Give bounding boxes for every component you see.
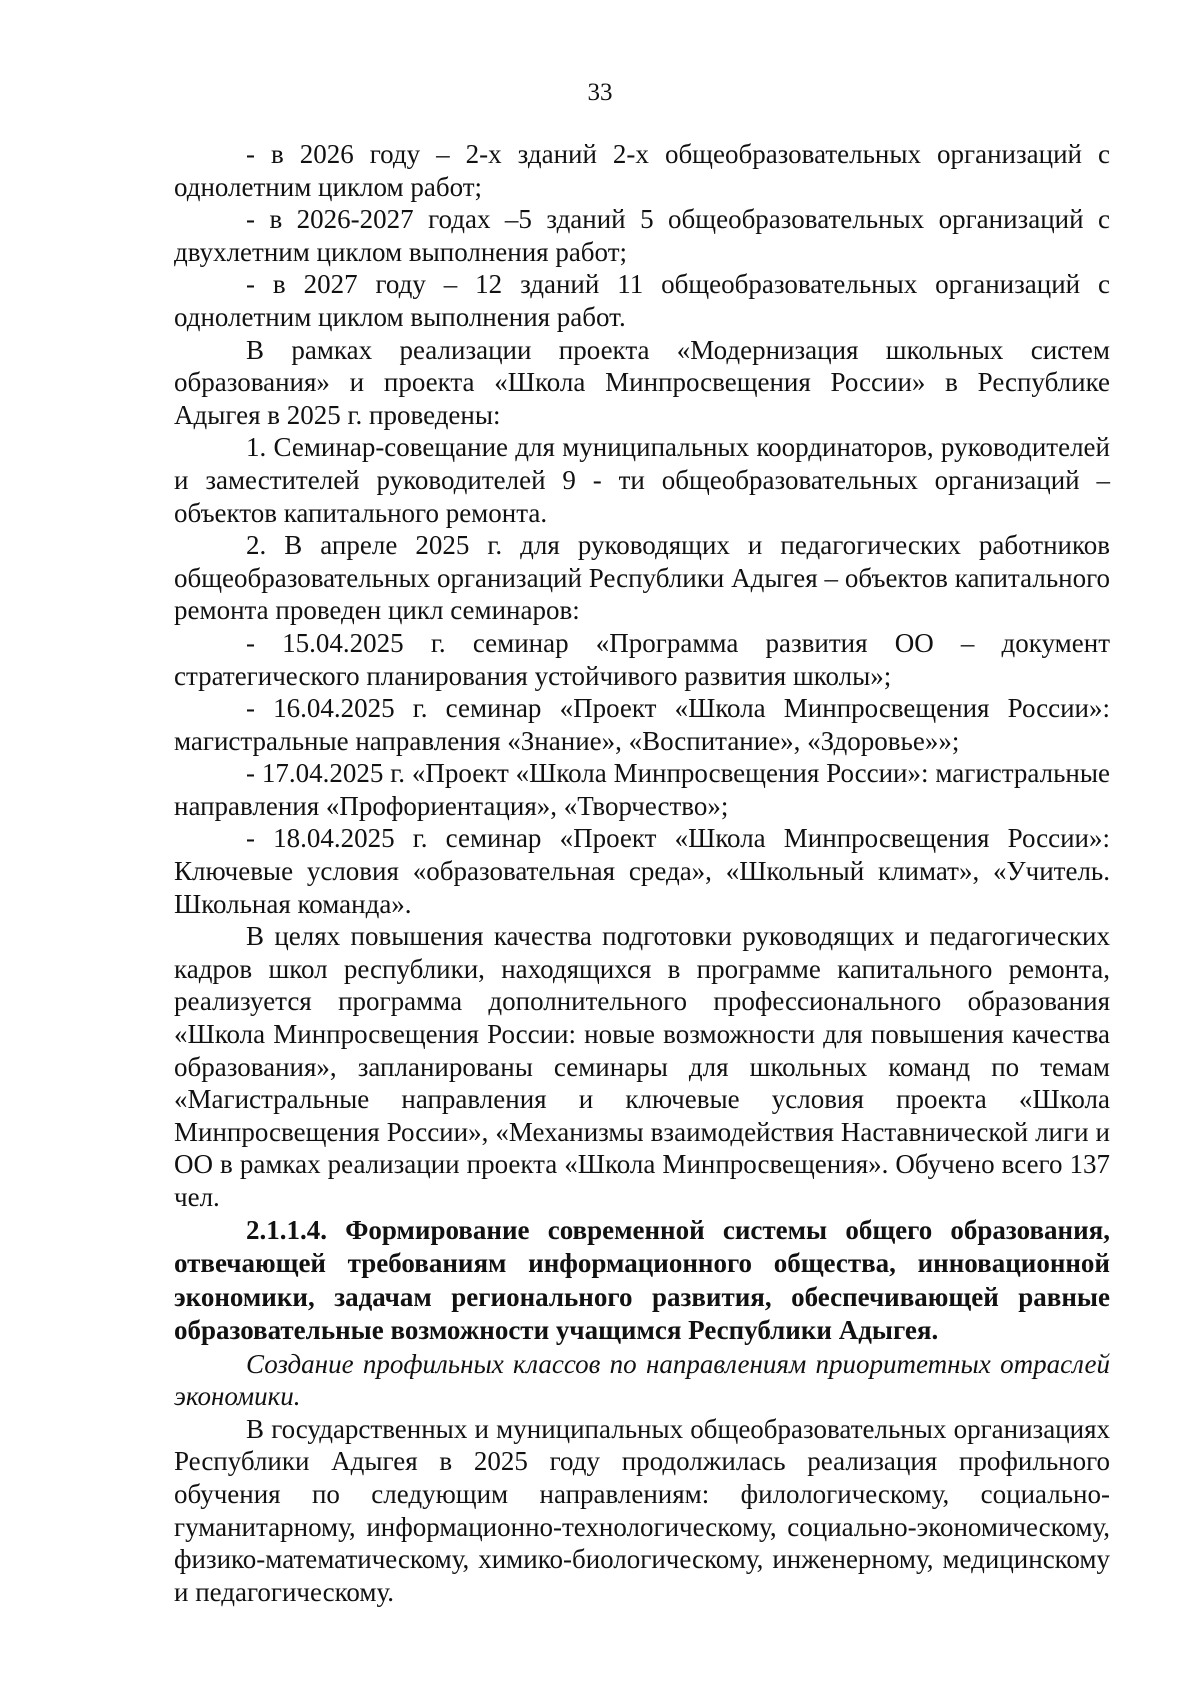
page-number: 33: [587, 79, 613, 106]
paragraph-seminar-18-04: - 18.04.2025 г. семинар «Проект «Школа Минпросвещения России»: Ключевые условия «образовательная среда», «Школьный климат», «Учитель. Школьная команда».: [174, 823, 1110, 919]
paragraph-project-intro: В рамках реализации проекта «Модернизация школьных систем образования» и проекта «Школа Минпросвещения России» в Республике Адыгея в 2025 г. проведены:: [174, 334, 1110, 430]
paragraph-seminar-16-04: - 16.04.2025 г. семинар «Проект «Школа Минпросвещения России»: магистральные направления «Знание», «Воспитание», «Здоровье»»;: [174, 693, 1110, 756]
paragraph-seminar-15-04: - 15.04.2025 г. семинар «Программа развития ОО – документ стратегического планирования устойчивого развития школы»;: [174, 627, 1110, 691]
section-heading: 2.1.1.4. Формирование современной системы общего образования, отвечающей требованиям информационного общества, инновационной экономики, задачам регионального развития, обеспечивающей равные образовательные возможности учащимся Республики Адыгея.: [174, 1214, 1110, 1346]
paragraph-seminar-17-04: - 17.04.2025 г. «Проект «Школа Минпросвещения России»: магистральные направления «Профориентация», «Творчество»;: [174, 758, 1110, 821]
paragraph-item-2: 2. В апреле 2025 г. для руководящих и педагогических работников общеобразовательных организаций Республики Адыгея – объектов капитального ремонта проведен цикл семинаров:: [174, 530, 1110, 626]
paragraph-2027: - в 2027 году – 12 зданий 11 общеобразовательных организаций с однолетним циклом выполнения работ.: [174, 269, 1110, 332]
paragraph-item-1: 1. Семинар-совещание для муниципальных координаторов, руководителей и заместителей руководителей 9 - ти общеобразовательных организаций – объектов капитального ремонта.: [174, 432, 1110, 528]
section-subheading: Создание профильных классов по направлениям приоритетных отраслей экономики.: [174, 1348, 1110, 1412]
paragraph-training-program: В целях повышения качества подготовки руководящих и педагогических кадров школ республики, находящихся в программе капитального ремонта, реализуется программа дополнительного профессионального образования «Школа Минпросвещения России: новые возможности для повышения качества образования», запланированы семинары для школьных команд по темам «Магистральные направления и ключевые условия проекта «Школа Минпросвещения России», «Механизмы взаимодействия Наставнической лиги и ОО в рамках реализации проекта «Школа Минпросвещения». Обучено всего 137 чел.: [174, 921, 1110, 1212]
document-body: [174, 138, 1110, 1608]
paragraph-2026: - в 2026 году – 2-х зданий 2-х общеобразовательных организаций с однолетним циклом работ;: [174, 139, 1110, 202]
paragraph-profile-education: В государственных и муниципальных общеобразовательных организациях Республики Адыгея в 2025 году продолжилась реализация профильного обучения по следующим направлениям: филологическому, социально-гуманитарному, информационно-технологическому, социально-экономическому, физико-математическому, химико-биологическому, инженерному, медицинскому и педагогическому.: [174, 1413, 1110, 1607]
paragraph-2026-2027: - в 2026-2027 годах –5 зданий 5 общеобразовательных организаций с двухлетним циклом выполнения работ;: [174, 204, 1110, 267]
